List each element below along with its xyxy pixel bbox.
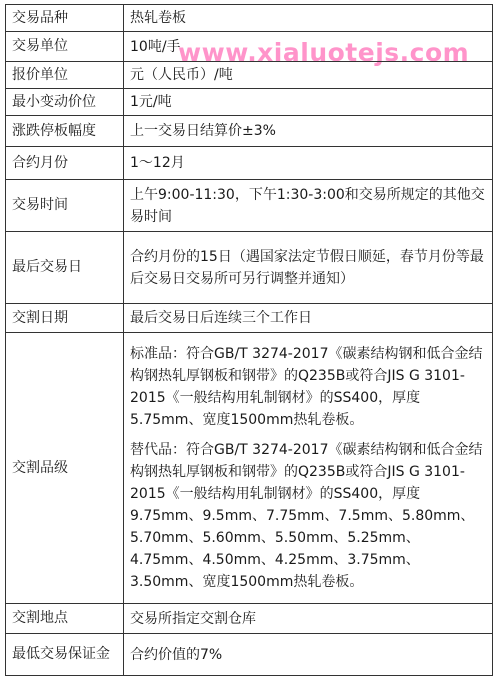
row-label: 交割品级 [6,333,124,604]
watermark: www.xialuotejs.com [178,38,470,67]
row-value: 1元/吨 [124,89,493,116]
row-value: 元（人民币）/吨 [124,62,493,89]
row-value: 交易所指定交割仓库 [124,604,493,634]
table-row [6,32,493,62]
row-value: 1～12月 [124,147,493,180]
table-row [6,604,493,634]
row-value: 上一交易日结算价±3% [124,116,493,147]
table-row [6,116,493,147]
row-label: 交易单位 [6,32,124,62]
row-label: 最后交易日 [6,232,124,304]
row-value: 热轧卷板 [124,5,493,32]
table-row [6,62,493,89]
row-label: 交割地点 [6,604,124,634]
table-row [6,304,493,333]
table-row [6,89,493,116]
table-row [6,232,493,304]
row-label: 交易品种 [6,5,124,32]
table-row [6,333,493,604]
table-row [6,5,493,32]
row-label: 最小变动价位 [6,89,124,116]
row-value: 合约价值的7% [124,634,493,676]
table-row [6,634,493,676]
row-label: 报价单位 [6,62,124,89]
row-value [124,333,493,604]
row-label: 最低交易保证金 [6,634,124,676]
table-row [6,147,493,180]
contract-spec-table [5,4,493,676]
row-label: 交割日期 [6,304,124,333]
row-value: 10吨/手 [124,32,493,62]
row-label: 涨跌停板幅度 [6,116,124,147]
substitute-grade-text: 替代品：符合GB/T 3274-2017《碳素结构钢和低合金结构钢热轧厚钢板和钢带》的Q235B或符合JIS G 3101-2015《一般结构用轧制钢材》的SS400，厚度9.75mm、9.5mm、7.75mm、7.5mm、5.80mm、5.70mm、5.60mm、5.50mm、5.25mm、4.75mm、4.50mm、4.25mm、3.75mm、3.50mm、宽度1500mm热轧卷板。 [130,442,483,590]
row-value: 合约月份的15日（遇国家法定节假日顺延，春节月份等最后交易日交易所可另行调整并通知） [124,232,493,304]
row-label: 交易时间 [6,180,124,232]
row-value: 最后交易日后连续三个工作日 [124,304,493,333]
row-label: 合约月份 [6,147,124,180]
table-row [6,180,493,232]
row-value: 上午9:00-11:30，下午1:30-3:00和交易所规定的其他交易时间 [124,180,493,232]
standard-grade-text: 标准品：符合GB/T 3274-2017《碳素结构钢和低合金结构钢热轧厚钢板和钢带》的Q235B或符合JIS G 3101-2015《一般结构用轧制钢材》的SS400，厚度5.75mm、宽度1500mm热轧卷板。 [130,346,483,428]
